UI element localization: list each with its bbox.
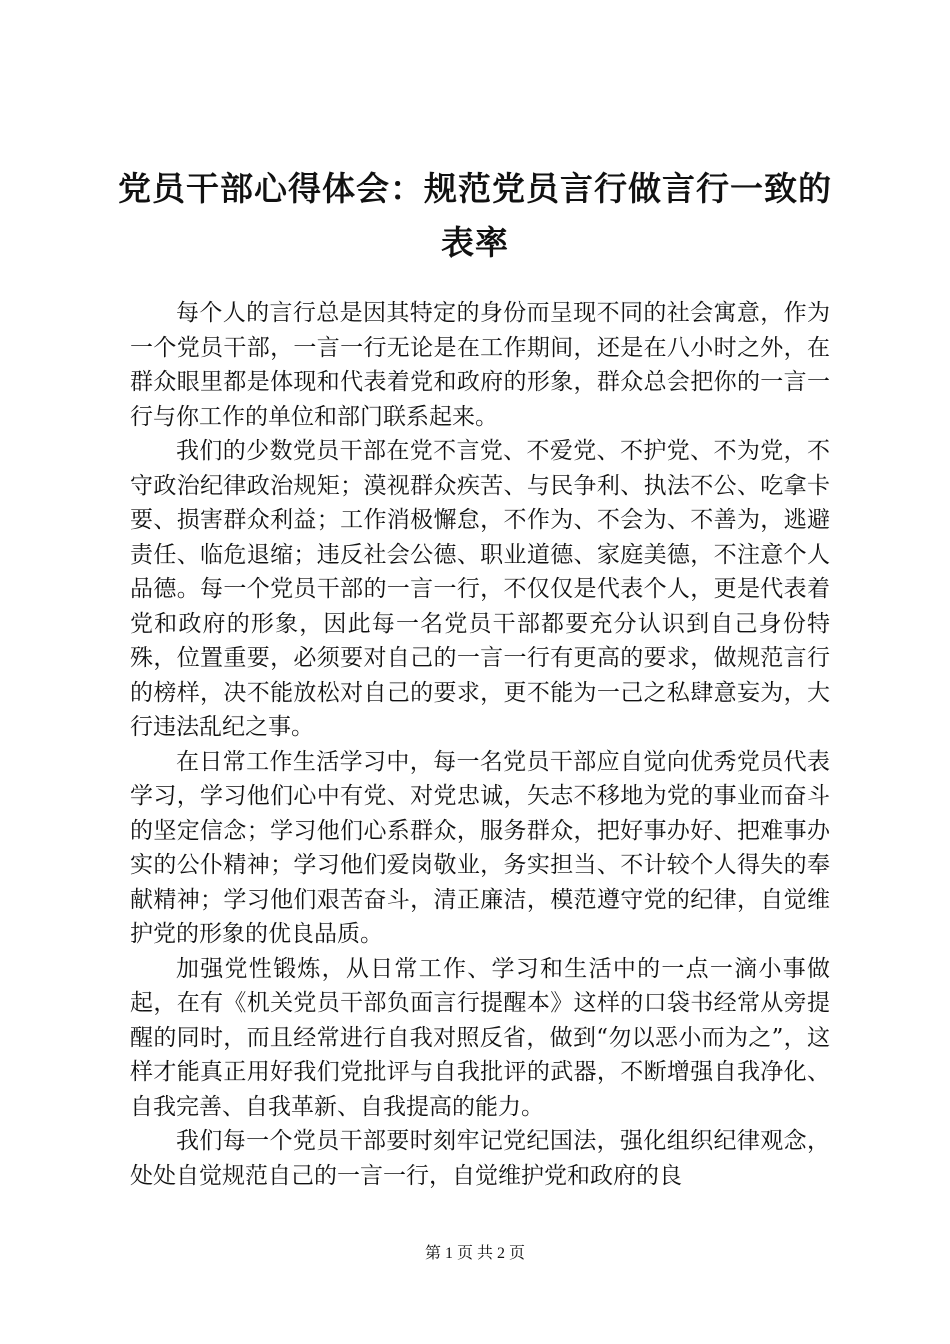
page-footer: 第 1 页 共 2 页 [424,1245,525,1262]
paragraph-3: 在日常工作生活学习中，每一名党员干部应自觉向优秀党员代表学习，学习他们心中有党、对党忠诚，矢志不移地为党的事业而奋斗的坚定信念；学习他们心系群众，服务群众，把好事办好、把难事办实的公仆精神；学习他们爱岗敬业，务实担当、不计较个人得失的奉献精神；学习他们艰苦奋斗，清正廉洁，模范遵守党的纪律，自觉维护党的形象的优良品质。 [130,748,830,947]
document-body [130,296,830,1193]
paragraph-4: 加强党性锻炼，从日常工作、学习和生活中的一点一滴小事做起，在有《机关党员干部负面言行提醒本》这样的口袋书经常从旁提醒的同时，而且经常进行自我对照反省，做到“勿以恶小而为之”，这样才能真正用好我们党批评与自我批评的武器，不断增强自我净化、自我完善、自我革新、自我提高的能力。 [130,955,830,1120]
paragraph-5: 我们每一个党员干部要时刻牢记党纪国法，强化组织纪律观念，处处自觉规范自己的一言一行，自觉维护党和政府的良 [130,1128,830,1189]
document-title: 党员干部心得体会：规范党员言行做言行一致的表率 [118,169,832,262]
paragraph-2: 我们的少数党员干部在党不言党、不爱党、不护党、不为党，不守政治纪律政治规矩；漠视群众疾苦、与民争利、执法不公、吃拿卡要、损害群众利益；工作消极懈怠，不作为、不会为、不善为，逃避责任、临危退缩；违反社会公德、职业道德、家庭美德，不注意个人品德。每一个党员干部的一言一行，不仅仅是代表个人，更是代表着党和政府的形象，因此每一名党员干部都要充分认识到自己身份特殊，位置重要，必须要对自己的一言一行有更高的要求，做规范言行的榜样，决不能放松对自己的要求，更不能为一己之私肆意妄为，大行违法乱纪之事。 [130,438,830,740]
paragraph-1: 每个人的言行总是因其特定的身份而呈现不同的社会寓意，作为一个党员干部，一言一行无论是在工作期间，还是在八小时之外，在群众眼里都是体现和代表着党和政府的形象，群众总会把你的一言一行与你工作的单位和部门联系起来。 [130,300,830,430]
